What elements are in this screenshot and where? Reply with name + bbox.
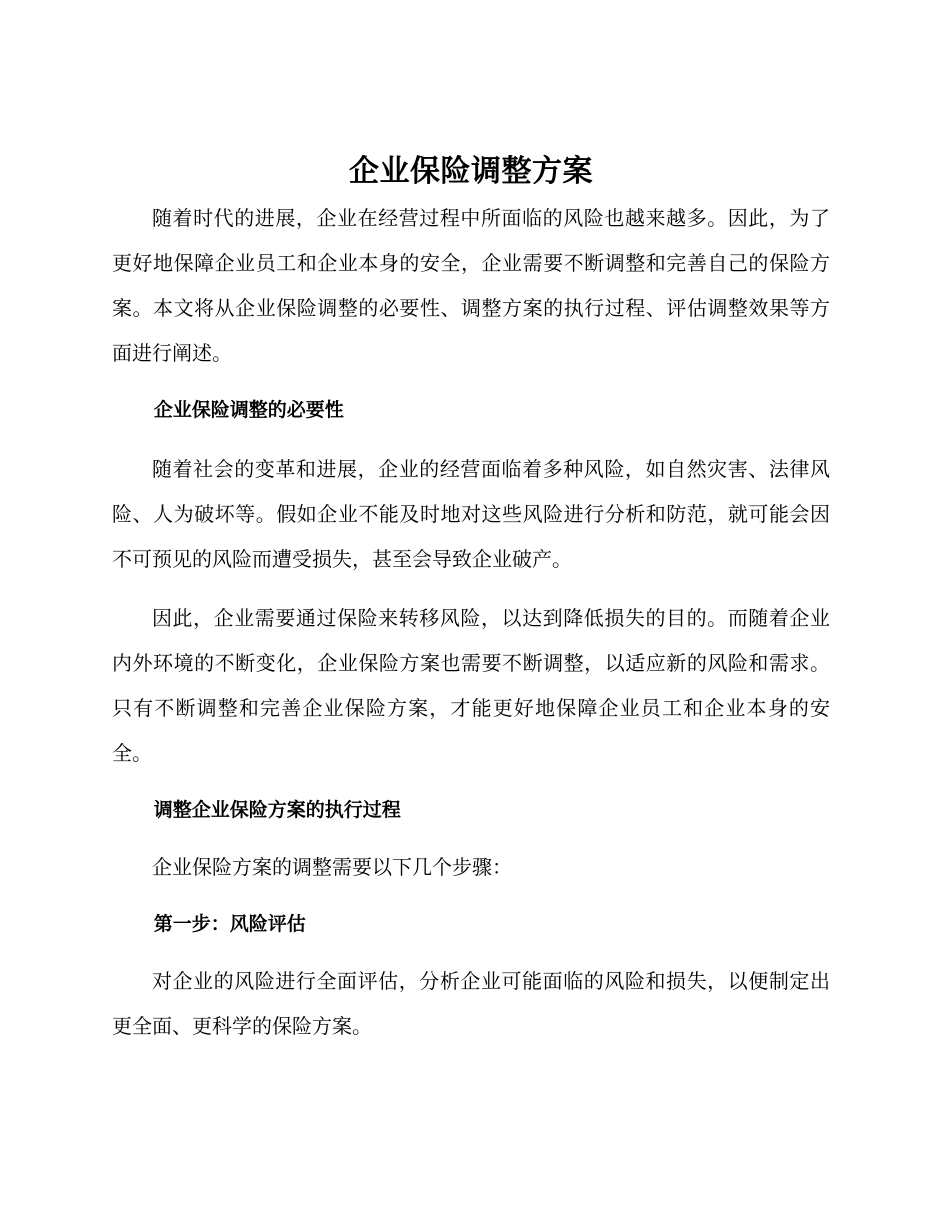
spacer: [112, 776, 830, 788]
intro-paragraph: 随着时代的进展，企业在经营过程中所面临的风险也越来越多。因此，为了更好地保障企业员工和企业本身的安全，企业需要不断调整和完善自己的保险方案。本文将从企业保险调整的必要性、调整方案的执行过程、评估调整效果等方面进行阐述。: [112, 206, 830, 365]
spacer: [112, 890, 830, 902]
necessity-paragraph-1: 随着社会的变革和进展，企业的经营面临着多种风险，如自然灾害、法律风险、人为破坏等。假如企业不能及时地对这些风险进行分析和防范，就可能会因不可预见的风险而遭受损失，甚至会导致企业破产。: [112, 457, 830, 571]
document-page: [112, 148, 830, 1049]
step1-paragraph: 对企业的风险进行全面评估，分析企业可能面临的风险和损失，以便制定出更全面、更科学的保险方案。: [112, 969, 830, 1038]
document-title: 企业保险调整方案: [349, 154, 593, 189]
section-heading-process: 调整企业保险方案的执行过程: [153, 799, 401, 821]
spacer: [112, 947, 830, 959]
step1-heading: 第一步：风险评估: [153, 913, 306, 935]
spacer: [112, 433, 830, 447]
necessity-paragraph-2: 因此，企业需要通过保险来转移风险，以达到降低损失的目的。而随着企业内外环境的不断变化，企业保险方案也需要不断调整，以适应新的风险和需求。只有不断调整和完善企业保险方案，才能更好地保障企业员工和企业本身的安全。: [112, 606, 830, 765]
spacer: [112, 833, 830, 845]
spacer: [112, 376, 830, 388]
section-heading-necessity: 企业保险调整的必要性: [153, 399, 344, 421]
spacer: [112, 582, 830, 596]
process-paragraph-1: 企业保险方案的调整需要以下几个步骤：: [152, 855, 512, 879]
